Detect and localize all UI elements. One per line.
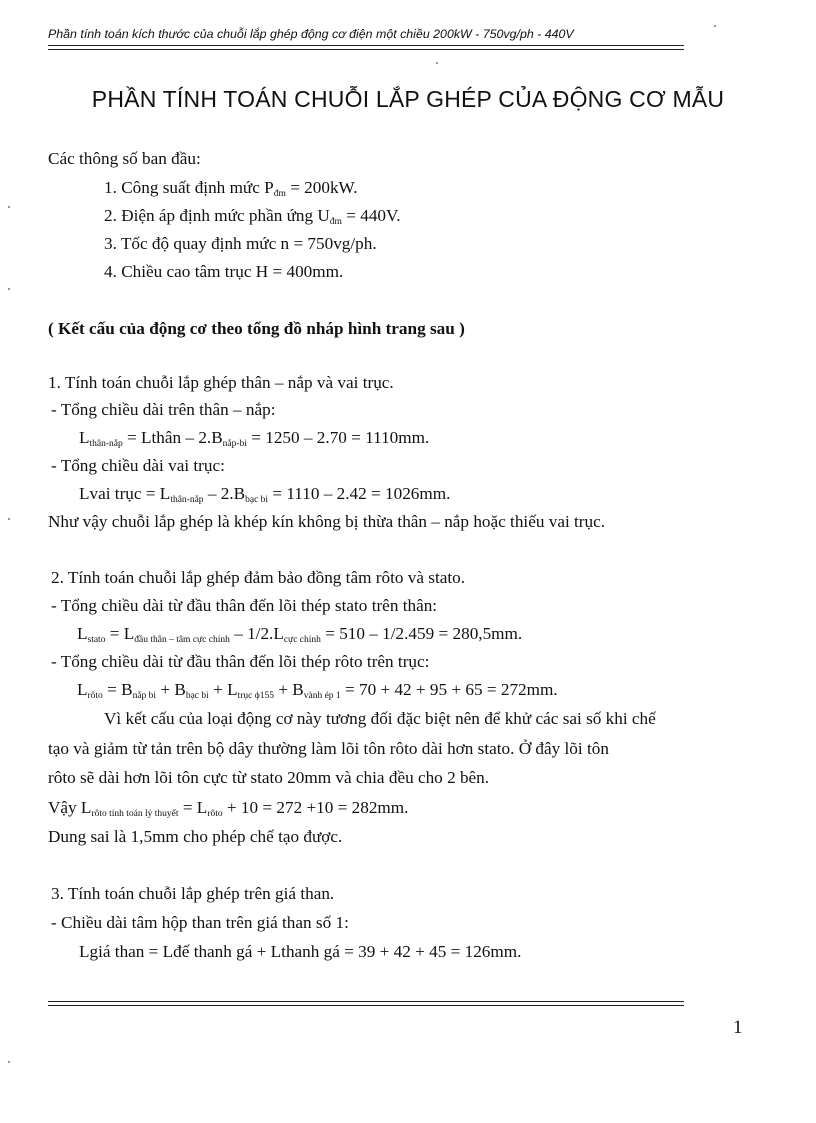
page-number: 1 xyxy=(733,1017,743,1038)
s1-bullet-1: - Tổng chiều dài trên thân – nắp: xyxy=(51,400,276,419)
intro-heading: Các thông số ban đầu: xyxy=(48,149,201,168)
s1-conclusion: Như vậy chuỗi lắp ghép là khép kín không bị thừa thân – nắp hoặc thiếu vai trục. xyxy=(48,512,606,531)
s2-bullet-1: - Tổng chiều dài từ đầu thân đến lõi thép stato trên thân: xyxy=(51,596,438,615)
s2-formula-1: $L_{stato} = L_{đầu thân - tâm cực chính} - 1/2.L_{cực chính} = 510 - 1/2.459 = 280,5mm$. xyxy=(77,624,523,645)
s1-formula-2: Lvai trục = $L_{thân-nắp} - 2.B_{bạc bi} = 1110 - 2.42 = 1026mm$. xyxy=(79,484,451,505)
s2-formula-3: Vậy $L_{rôto tính toán lý thuyết} = L_{rôto} + 10 = 272 +10 = 282mm$. xyxy=(48,798,409,819)
s2-tolerance: Dung sai là 1,5mm cho phép chế tạo được. xyxy=(48,827,343,846)
scan-speck xyxy=(714,25,716,27)
scan-speck xyxy=(8,206,10,208)
page-title: PHẦN TÍNH TOÁN CHUỖI LẮP GHÉP CỦA ĐỘNG CƠ MẪU xyxy=(91,86,725,112)
header-rule-bottom xyxy=(48,49,684,50)
footer-rule-top xyxy=(48,1001,684,1002)
s3-formula-1: Lgiá than = Lđế thanh gá + Lthanh gá = 39 + 42 + 45 = 126mm. xyxy=(79,942,522,961)
param-voltage: 2. Điện áp định mức phần ứng $U_{đm} = 440V$. xyxy=(104,206,401,227)
s2-paragraph-line-2: tạo và giảm từ tản trên bộ dây thường làm lõi tôn rôto dài hơn stato. Ở đây lõi tôn xyxy=(48,739,609,758)
s2-paragraph-line-3: rôto sẽ dài hơn lõi tôn cực từ stato 20mm và chia đều cho 2 bên. xyxy=(48,768,490,787)
s1-formula-1: $L_{thân-nắp}$ = Lthân – $2.B_{nắp-bi} = 1250 - 2.70 = 1110mm$. xyxy=(79,428,430,449)
param-speed: 3. Tốc độ quay định mức n = 750vg/ph. xyxy=(104,234,377,253)
footer-rule-bottom xyxy=(48,1005,684,1006)
running-header: Phần tính toán kích thước của chuỗi lắp ghép động cơ điện một chiều 200kW - 750vg/ph - 440V xyxy=(48,27,574,41)
scan-speck xyxy=(436,62,438,64)
s1-bullet-2: - Tổng chiều dài vai trục: xyxy=(51,456,225,475)
s3-bullet-1: - Chiều dài tâm hộp than trên giá than số 1: xyxy=(51,913,349,932)
section-1-title: 1. Tính toán chuỗi lắp ghép thân – nắp và vai trục. xyxy=(48,373,394,392)
scan-speck xyxy=(8,1061,10,1063)
param-height: 4. Chiều cao tâm trục H = 400mm. xyxy=(104,262,344,281)
structure-note: ( Kết cấu của động cơ theo tổng đồ nháp hình trang sau ) xyxy=(48,319,465,338)
param-power: 1. Công suất định mức $P_{đm} = 200kW$. xyxy=(104,178,358,199)
scan-speck xyxy=(8,518,10,520)
scan-speck xyxy=(8,288,10,290)
s2-bullet-2: - Tổng chiều dài từ đầu thân đến lõi thép rôto trên trục: xyxy=(51,652,430,671)
section-3-title: 3. Tính toán chuỗi lắp ghép trên giá than. xyxy=(51,884,335,903)
section-2-title: 2. Tính toán chuỗi lắp ghép đảm bảo đồng tâm rôto và stato. xyxy=(51,568,466,587)
s2-paragraph-line-1: Vì kết cấu của loại động cơ này tương đối đặc biệt nên để khử các sai số khi chế xyxy=(104,709,656,728)
s2-formula-2: $L_{rôto} = B_{nắp bi} + B_{bạc bi} + L_{trục \phi 155} + B_{vành ép 1} = 70 + 42 + 95 + 65 = 272mm$. xyxy=(77,680,558,701)
header-rule-top xyxy=(48,45,684,46)
